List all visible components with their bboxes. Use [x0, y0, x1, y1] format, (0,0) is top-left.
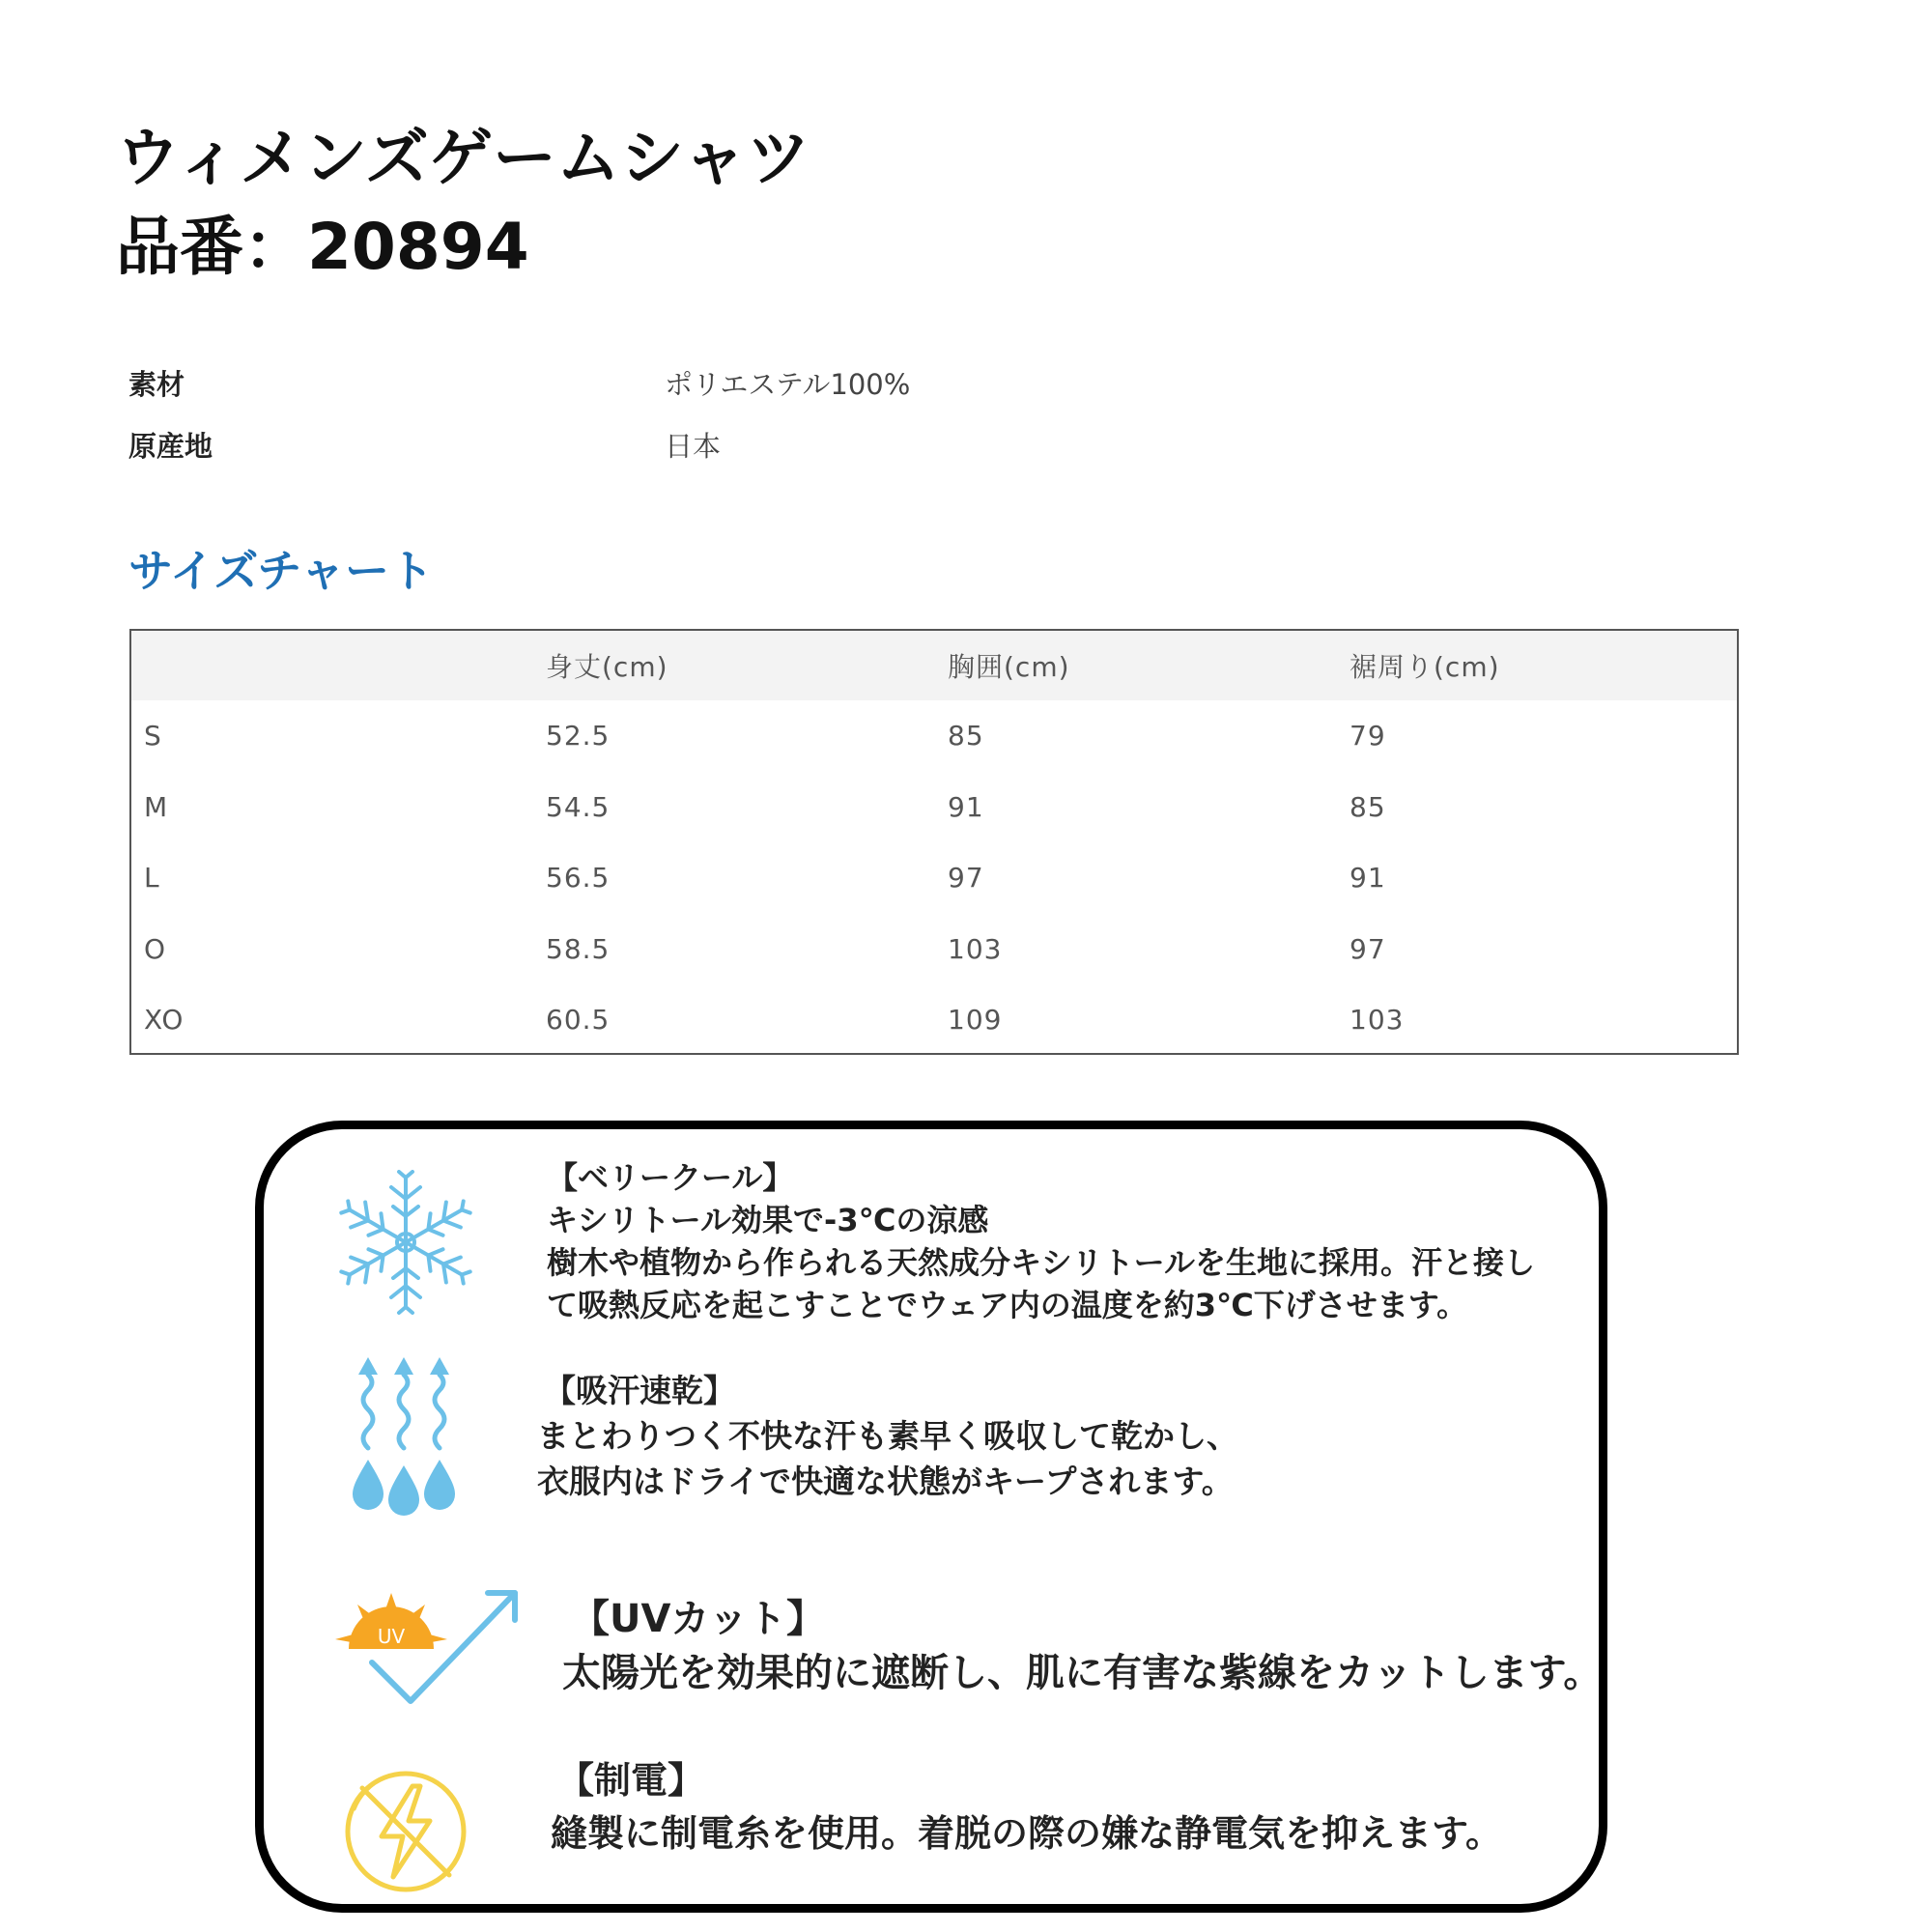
- feature-line: て吸熱反応を起こすことでウェア内の温度を約3℃下げさせます。: [547, 1287, 1468, 1323]
- spec-value: 日本: [665, 430, 722, 463]
- table-cell: 109: [948, 1004, 1003, 1037]
- size-chart-table: [129, 629, 1739, 1055]
- table-cell: 58.5: [546, 932, 611, 965]
- table-cell: 60.5: [546, 1004, 611, 1037]
- header-cell-chest: 胸囲(cm): [948, 651, 1070, 683]
- size-cell: XO: [144, 1004, 185, 1037]
- feature-line: まとわりつく不快な汗も素早く吸収して乾かし、: [537, 1417, 1238, 1455]
- table-cell: 97: [1350, 932, 1386, 965]
- table-cell: 56.5: [546, 862, 611, 895]
- spec-label: 素材: [128, 368, 185, 401]
- product-title-block: [116, 114, 810, 292]
- feature-title-uv-cut: 【UVカット】: [571, 1597, 826, 1641]
- uv-label: UV: [377, 1625, 406, 1648]
- snowflake-icon: [333, 1170, 478, 1315]
- table-cell: 97: [948, 862, 984, 895]
- table-cell: 52.5: [546, 720, 611, 753]
- table-cell: 85: [1350, 790, 1386, 823]
- spec-value: ポリエステル100%: [665, 368, 911, 401]
- product-name: ウィメンズゲームシャツ: [116, 121, 810, 195]
- feature-title-very-cool: 【ベリークール】: [547, 1159, 794, 1196]
- table-header-row: [131, 631, 1737, 700]
- table-cell: 91: [1350, 862, 1386, 895]
- feature-line: 衣服内はドライで快適な状態がキープされます。: [537, 1463, 1234, 1500]
- table-row: [131, 700, 1737, 772]
- size-cell: L: [144, 862, 160, 895]
- size-cell: M: [144, 790, 169, 823]
- table-row: [131, 984, 1737, 1056]
- header-cell-hem: 裾周り(cm): [1350, 651, 1500, 683]
- table-row: [131, 772, 1737, 843]
- sweat-absorb-icon: [349, 1351, 460, 1516]
- product-number: 品番：20894: [116, 210, 529, 284]
- size-chart-heading: サイズチャート: [128, 545, 435, 597]
- spec-label: 原産地: [128, 430, 213, 463]
- uv-cut-icon: [333, 1583, 526, 1709]
- table-cell: 85: [948, 720, 984, 753]
- table-cell: 103: [948, 932, 1003, 965]
- header-cell-length: 身丈(cm): [546, 651, 668, 683]
- table-cell: 54.5: [546, 790, 611, 823]
- size-cell: S: [144, 720, 162, 753]
- size-cell: O: [144, 932, 167, 965]
- table-row: [131, 842, 1737, 914]
- table-row: [131, 914, 1737, 985]
- feature-line: キシリトール効果で-3℃の涼感: [547, 1202, 989, 1238]
- feature-title-anti-static: 【制電】: [557, 1759, 705, 1802]
- feature-line: 樹木や植物から作られる天然成分キシリトールを生地に採用。汗と接し: [547, 1244, 1536, 1281]
- feature-title-quick-dry: 【吸汗速乾】: [544, 1372, 735, 1409]
- features-panel: [255, 1121, 1607, 1913]
- feature-line: 太陽光を効果的に遮断し、肌に有害な紫線をカットします。: [562, 1651, 1603, 1695]
- feature-line: 縫製に制電糸を使用。着脱の際の嫌な静電気を抑えます。: [551, 1812, 1502, 1855]
- anti-static-icon: [333, 1759, 478, 1904]
- table-cell: 103: [1350, 1004, 1405, 1037]
- table-cell: 91: [948, 790, 984, 823]
- table-cell: 79: [1350, 720, 1386, 753]
